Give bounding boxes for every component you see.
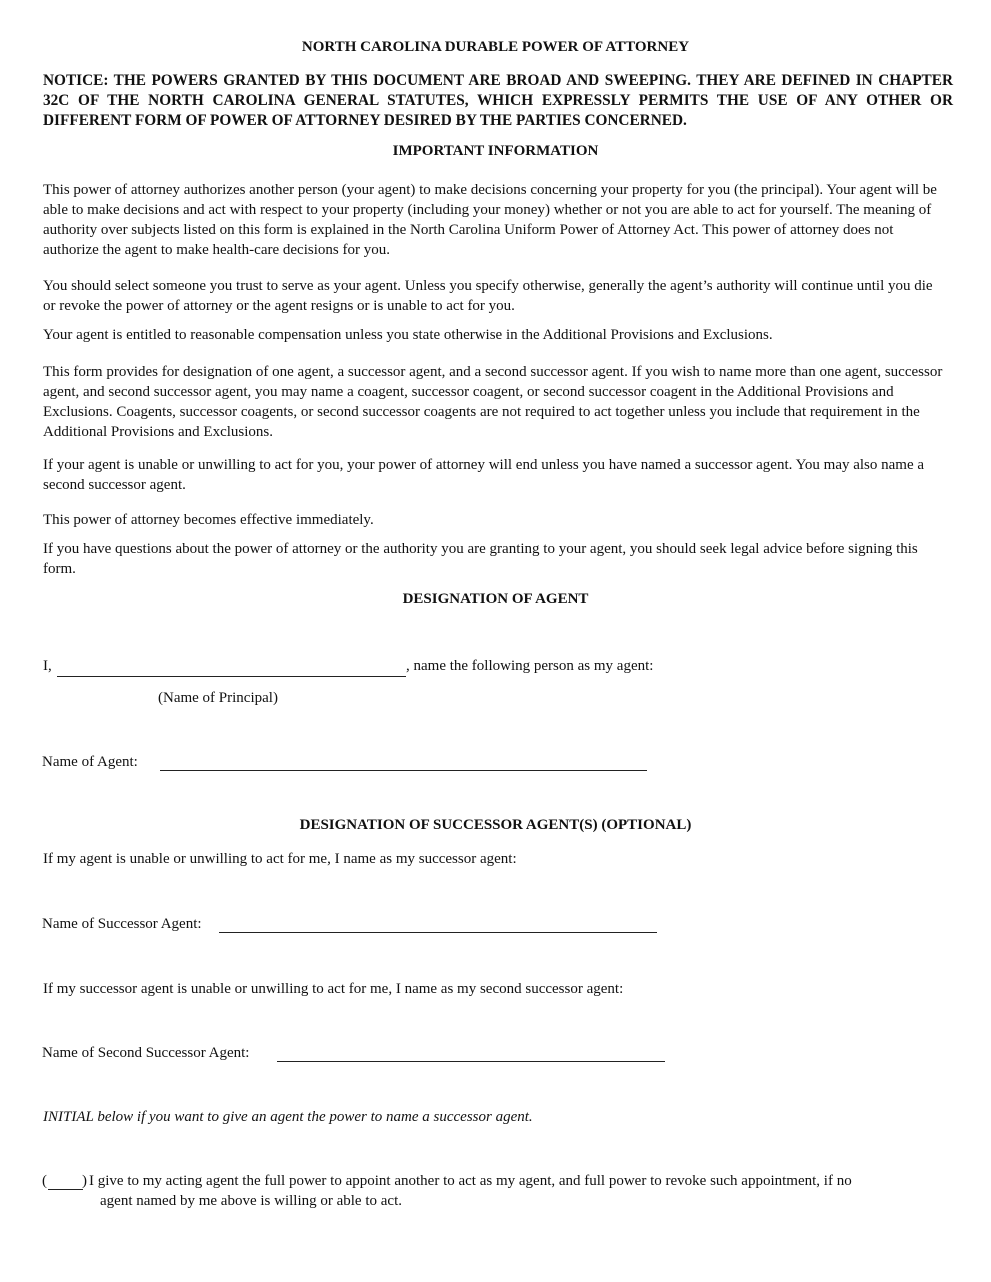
initial-open-paren: (: [42, 1173, 47, 1189]
paragraph-compensation: Your agent is entitled to reasonable compensation unless you state otherwise in the Additional Provisions and Exclusions.: [43, 327, 773, 343]
second-successor-name-field[interactable]: [277, 1061, 665, 1062]
principal-caption: (Name of Principal): [158, 690, 278, 706]
principal-name-field[interactable]: [57, 676, 406, 677]
paragraph-successor-agent: If your agent is unable or unwilling to act for you, your power of attorney will end unless you have named a successor agent. You may also name a second successor agent.: [43, 457, 925, 493]
successor-label: Name of Successor Agent:: [42, 916, 202, 932]
second-successor-label: Name of Second Successor Agent:: [42, 1045, 250, 1061]
notice-paragraph: NOTICE: THE POWERS GRANTED BY THIS DOCUMENT ARE BROAD AND SWEEPING. THEY ARE DEFINED IN CHAPTER 32C OF THE NORTH CAROLINA GENERAL STATUTES, WHICH EXPRESSLY PERMITS THE USE OF ANY OTHER OR DIFFERENT FORM OF POWER OF ATTORNEY DESIRED BY THE PARTIES CONCERNED.: [43, 72, 953, 129]
successor-heading: DESIGNATION OF SUCCESSOR AGENT(S) (OPTIONAL): [299, 817, 692, 833]
second-successor-intro: If my successor agent is unable or unwilling to act for me, I name as my second successor agent:: [43, 981, 624, 997]
initial-text-line1: I give to my acting agent the full power to appoint another to act as my agent, and full power to revoke such appointment, if no: [89, 1173, 852, 1189]
paragraph-legal-advice: If you have questions about the power of attorney or the authority you are granting to your agent, you should seek legal advice before signing this form.: [43, 541, 918, 577]
paragraph-effective: This power of attorney becomes effective immediately.: [43, 512, 374, 528]
initial-close-paren: ): [82, 1173, 87, 1189]
agent-label: Name of Agent:: [42, 754, 138, 770]
initial-instruction: INITIAL below if you want to give an agent the power to name a successor agent.: [43, 1109, 533, 1125]
agent-name-field[interactable]: [160, 770, 647, 771]
principal-prefix: I,: [43, 658, 52, 674]
successor-intro: If my agent is unable or unwilling to act for me, I name as my successor agent:: [43, 851, 517, 867]
important-information-heading: IMPORTANT INFORMATION: [392, 143, 599, 159]
designation-of-agent-heading: DESIGNATION OF AGENT: [402, 591, 589, 607]
paragraph-select-agent: You should select someone you trust to serve as your agent. Unless you specify otherwise, generally the agent’s authority will continue until you die or revoke the power of attorney or the agent resigns or is unable to act for you.: [43, 278, 933, 314]
initial-text-line2: agent named by me above is willing or able to act.: [100, 1193, 402, 1209]
principal-suffix: , name the following person as my agent:: [406, 658, 654, 674]
successor-name-field[interactable]: [219, 932, 657, 933]
paragraph-agent-authority: This power of attorney authorizes another person (your agent) to make decisions concerning your property for you (the principal). Your agent will be able to make decisions and act with respect to your property (including your money) whether or not you are able to act for yourself. The meaning of authority over subjects listed on this form is explained in the North Carolina Uniform Power of Attorney Act. This power of attorney does not authorize the agent to make health-care decisions for you.: [43, 182, 937, 258]
paragraph-coagents: This form provides for designation of one agent, a successor agent, and a second successor agent. If you wish to name more than one agent, successor agent, and second successor agent, you may name a coagent, successor coagent, or second successor coagent in the Additional Provisions and Exclusions. Coagents, successor coagents, or second successor coagents are not required to act together unless you include that requirement in the Additional Provisions and Exclusions.: [43, 364, 943, 440]
initial-field[interactable]: [48, 1189, 83, 1190]
document-title: NORTH CAROLINA DURABLE POWER OF ATTORNEY: [301, 39, 690, 55]
